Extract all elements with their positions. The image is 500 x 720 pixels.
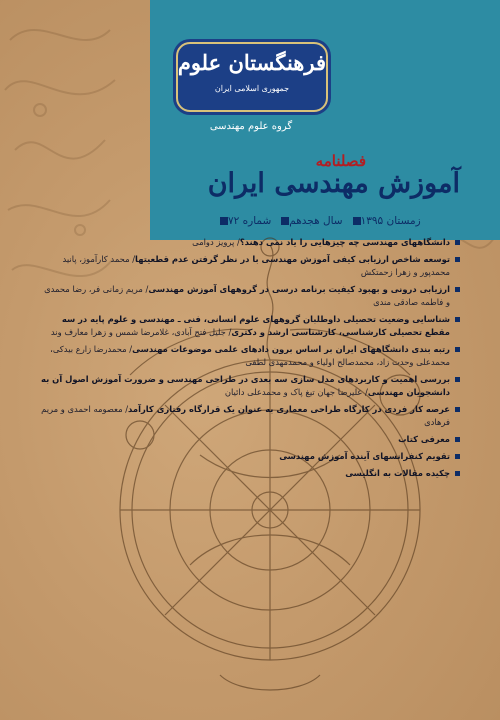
toc-item-title: بررسی اهمیت و کاربردهای مدل سازی سه بعدی در طراحی مهندسی و ضرورت آموزش اصول آن به دانشجویان مهندسی [41,374,450,397]
square-bullet-icon [455,407,460,412]
square-bullet-icon [455,240,460,245]
journal-title: آموزش مهندسی ایران [207,168,460,199]
square-bullet-icon [455,347,460,352]
toc-item-authors: / علیرضا جهان تیغ پاک و محمدعلی دائیان [224,387,368,397]
issue-number [216,215,271,227]
toc-item-authors: / جلیل فتح آبادی، غلامرضا شمس و زهرا معارف وند [50,327,232,337]
square-bullet-icon [220,217,228,225]
toc-item-title: ارزیابی درونی و بهبود کیفیت برنامه درسی در گروههای آموزش مهندسی [148,284,450,294]
toc-item [40,236,460,249]
toc-item-title: توسعه شاخص ارزیابی کیفی آموزش مهندسی با در نظر گرفتن عدم قطعیتها [135,254,450,264]
toc-item-title: تقویم کنفرانسهای آینده آموزش مهندسی [279,451,450,461]
issue-info [210,213,470,229]
academy-logo [176,42,328,112]
toc-item-title: رتبه بندی دانشگاههای ایران بر اساس برون دادهای علمی موضوعات مهندسی [132,344,450,354]
toc-item [40,313,460,339]
toc-item-title: چکیده مقالات به انگلیسی [345,468,450,478]
square-bullet-icon [455,257,460,262]
toc-item-title: عرصه کار فردی در کارگاه طراحی معماری به عنوان یک قرارگاه رفتاری کارآمد [128,404,450,414]
issue-year [277,215,342,227]
square-bullet-icon [353,217,361,225]
issue-number-text: شماره ۷۲ [228,215,272,227]
toc-item [40,450,460,463]
toc-item [40,433,460,446]
square-bullet-icon [455,437,460,442]
toc-item-title: معرفی کتاب [398,434,450,444]
header-panel [150,0,500,240]
toc-item [40,373,460,399]
square-bullet-icon [455,287,460,292]
issue-season-text: زمستان ۱۳۹۵ [360,215,421,227]
square-bullet-icon [281,217,289,225]
quarterly-label: فصلنامه [315,152,366,170]
issue-season [349,215,421,227]
toc-item [40,253,460,279]
group-label: گروه علوم مهندسی [209,121,293,132]
toc-item-title: شناسایی وضعیت تحصیلی داوطلبان گروههای علوم انسانی، فنی ـ مهندسی و علوم پایه در سه مقطع تحصیلی کارشناسی، کارشناسی ارشد و دکتری [61,314,450,337]
square-bullet-icon [455,454,460,459]
toc-item [40,343,460,369]
toc-item-authors: / مریم زمانی فر، رضا محمدی و فاطمه صادقی مندی [44,284,450,307]
table-of-contents [40,236,460,484]
toc-item [40,283,460,309]
toc-item [40,467,460,480]
square-bullet-icon [455,317,460,322]
toc-item-authors: / پرویز دوامی [192,237,240,247]
logo-title: فرهنگستان علوم [177,50,326,75]
toc-item [40,403,460,429]
toc-item-authors: / محمدرضا زارع بیدکی، محمدعلی وحدت زاد، محمدصالح اولیاء و محمدمهدی لطفی [50,344,450,367]
toc-item-authors: / معصومه احمدی و مریم فرهادی [41,404,450,427]
square-bullet-icon [455,377,460,382]
square-bullet-icon [455,471,460,476]
logo-subtitle: جمهوری اسلامی ایران [214,84,290,93]
toc-item-title: دانشگاههای مهندسی چه چیزهایی را یاد نمی دهند؟ [239,237,450,247]
toc-item-authors: / محمد کارآموز، پانید محمدپور و زهرا زحمتکش [62,254,450,277]
issue-year-text: سال هجدهم [289,215,343,227]
